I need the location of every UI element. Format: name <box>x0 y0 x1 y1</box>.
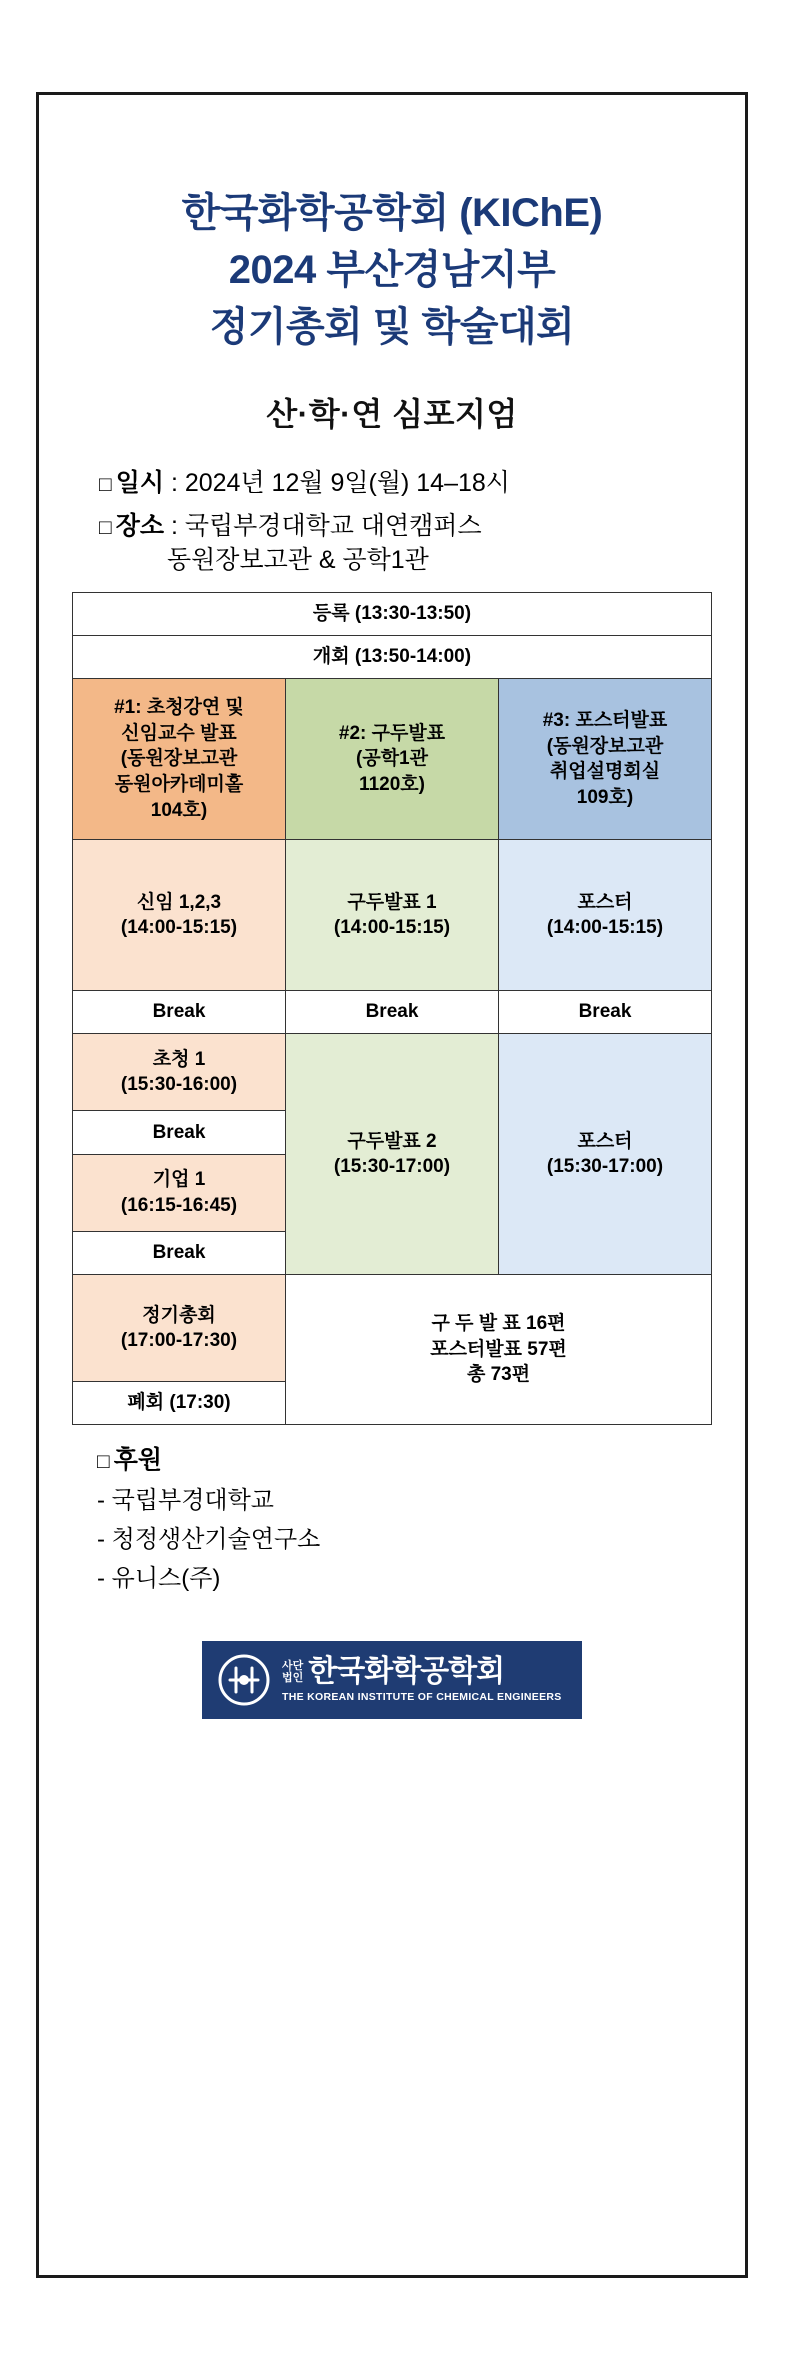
kiche-emblem-icon <box>216 1652 272 1708</box>
general-meeting-time: (17:00-17:30) <box>120 1330 238 1352</box>
track-3-header-line-2: (동원장보고관 <box>546 735 664 757</box>
break-track-2: Break <box>286 991 499 1034</box>
break-track-1-second: Break <box>73 1111 286 1154</box>
page-title <box>67 185 717 355</box>
break-track-3: Break <box>499 991 712 1034</box>
track-1-header-line-2: 신임교수 발표 <box>121 722 237 744</box>
kiche-logo <box>202 1641 582 1719</box>
closing-cell: 폐회 (17:30) <box>73 1382 286 1425</box>
session-1-track-3-time: (14:00-15:15) <box>546 917 664 939</box>
track-3-header-line-1: #3: 포스터발표 <box>542 709 668 731</box>
session-1-track-3 <box>499 840 712 991</box>
totals-poster: 포스터발표 57편 <box>430 1338 567 1360</box>
table-row-session-1 <box>73 840 712 991</box>
session-2-track-3 <box>499 1034 712 1275</box>
invited-1-time: (15:30-16:00) <box>120 1074 238 1096</box>
sponsor-title-row <box>97 1441 717 1480</box>
info-place-row <box>99 508 717 579</box>
invited-1-name: 초청 1 <box>152 1048 206 1070</box>
track-2-header <box>286 679 499 840</box>
info-place-value-2: 동원장보고관 & 공학1관 <box>167 545 429 574</box>
track-2-header-line-3: 1120호) <box>359 773 425 795</box>
registration-cell: 등록 (13:30-13:50) <box>73 593 712 636</box>
logo-corporate-line-1: 사단 <box>282 1660 304 1673</box>
info-date-row <box>99 465 717 501</box>
event-info <box>67 465 717 578</box>
session-1-track-1-name: 신임 1,2,3 <box>136 891 222 913</box>
sponsor-item-1: - 국립부경대학교 <box>97 1486 274 1514</box>
track-1-header <box>73 679 286 840</box>
general-meeting-cell <box>73 1275 286 1382</box>
session-1-track-2-name: 구두발표 1 <box>347 891 437 913</box>
session-1-track-3-name: 포스터 <box>577 891 633 913</box>
track-1-header-line-3: (동원장보고관 <box>120 748 238 770</box>
logo-english-name: THE KOREAN INSTITUTE OF CHEMICAL ENGINEERS <box>282 1691 562 1704</box>
title-line-2: 2024 부산경남지부 <box>228 247 556 292</box>
session-2-track-3-time: (15:30-17:00) <box>546 1156 664 1178</box>
totals-cell <box>286 1275 712 1425</box>
table-row-opening <box>73 636 712 679</box>
session-1-track-2 <box>286 840 499 991</box>
general-meeting-name: 정기총회 <box>142 1304 216 1326</box>
table-row-break-1 <box>73 991 712 1034</box>
opening-cell: 개회 (13:50-14:00) <box>73 636 712 679</box>
info-place-value: : 국립부경대학교 대연캠퍼스 <box>170 511 482 540</box>
session-1-track-1 <box>73 840 286 991</box>
logo-corporate-mark <box>282 1661 303 1684</box>
company-1-time: (16:15-16:45) <box>120 1194 238 1216</box>
break-track-1-third: Break <box>73 1231 286 1274</box>
session-2-track-2-time: (15:30-17:00) <box>333 1156 451 1178</box>
session-2-track-2 <box>286 1034 499 1275</box>
info-date-value: : 2024년 12월 9일(월) 14–18시 <box>170 469 510 498</box>
track-2-header-line-1: #2: 구두발표 <box>338 722 446 744</box>
sponsor-item-3: - 유니스(주) <box>97 1565 221 1593</box>
track-1-header-line-4: 동원아카데미홀 <box>114 773 244 795</box>
track-3-header-line-3: 취업설명회실 <box>549 761 661 783</box>
track-1-header-line-5: 104호) <box>150 799 208 821</box>
logo-korean-row <box>282 1657 562 1687</box>
logo-corporate-line-2: 법인 <box>282 1671 304 1684</box>
totals-oral: 구 두 발 표 16편 <box>431 1313 566 1335</box>
logo-text <box>282 1657 562 1703</box>
session-2-track-3-name: 포스터 <box>577 1130 633 1152</box>
poster-frame <box>36 92 748 2278</box>
sponsor-title: 후원 <box>113 1446 162 1475</box>
logo-area <box>67 1641 717 1719</box>
square-bullet-icon: □ <box>99 515 112 539</box>
break-track-1: Break <box>73 991 286 1034</box>
table-row-invited-1 <box>73 1034 712 1111</box>
track-3-header-line-4: 109호) <box>576 786 634 808</box>
company-1-cell <box>73 1154 286 1231</box>
square-bullet-icon: □ <box>97 1450 110 1474</box>
poster-content <box>39 185 745 1719</box>
sponsor-section <box>67 1441 717 1597</box>
subtitle: 산·학·연 심포지엄 <box>266 396 518 433</box>
track-1-header-line-1: #1: 초청강연 및 <box>114 697 244 719</box>
invited-1-cell <box>73 1034 286 1111</box>
title-line-3: 정기총회 및 학술대회 <box>209 304 575 349</box>
track-2-header-line-2: (공학1관 <box>356 748 428 770</box>
table-row-general-meeting <box>73 1275 712 1382</box>
logo-korean-name: 한국화학공학회 <box>308 1655 505 1689</box>
session-1-track-2-time: (14:00-15:15) <box>333 917 451 939</box>
table-row-registration <box>73 593 712 636</box>
schedule-table <box>72 592 712 1425</box>
info-date-label: 일시 <box>115 469 164 498</box>
session-2-track-2-name: 구두발표 2 <box>347 1130 437 1152</box>
track-3-header <box>499 679 712 840</box>
session-1-track-1-time: (14:00-15:15) <box>120 917 238 939</box>
sponsor-item-2: - 청정생산기술연구소 <box>97 1526 321 1554</box>
square-bullet-icon: □ <box>99 473 112 497</box>
info-place-label: 장소 <box>115 511 164 540</box>
title-line-1: 한국화학공학회 (KIChE) <box>181 191 603 235</box>
table-row-track-headers <box>73 679 712 840</box>
totals-sum: 총 73편 <box>466 1364 531 1386</box>
company-1-name: 기업 1 <box>152 1169 206 1191</box>
